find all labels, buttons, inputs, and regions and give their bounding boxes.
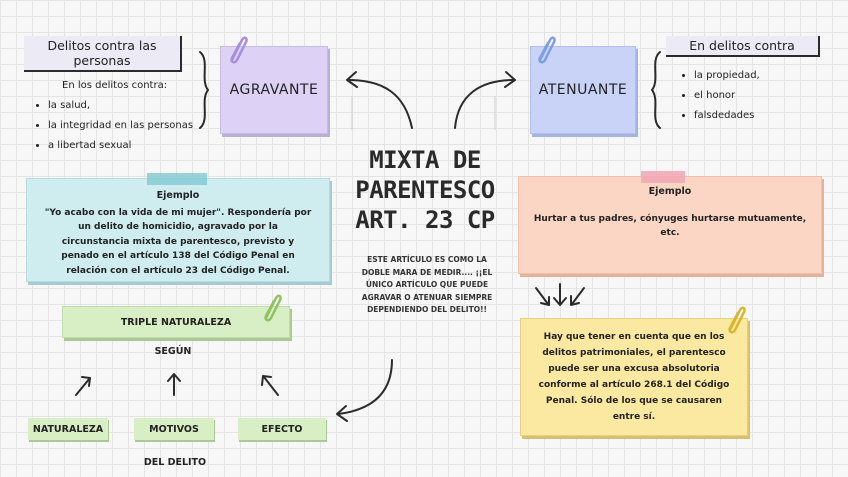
agravante-example-text: "Yo acabo con la vida de mi mujer". Respondería por un delito de homicidio, agravado por la circunstancia mixta de parentesco, previsto y penado en el artículo 138 del Código Penal en relación con el artículo 23 del Código Penal.: [44, 207, 312, 276]
agravante-item: • la integridad en las personas: [48, 116, 204, 136]
agravante-tag-text: Delitos contra las personas: [47, 38, 157, 68]
triple-title: TRIPLE NATURALEZA: [120, 316, 232, 328]
segun-label: SEGÚN: [154, 346, 192, 357]
item-naturaleza: [28, 418, 108, 440]
agravante-label: AGRAVANTE: [229, 82, 319, 98]
agravante-tag: [24, 36, 182, 72]
arrow-down-1: [536, 288, 548, 304]
item-motivos: [134, 418, 214, 440]
atenuante-tag: [666, 36, 820, 57]
central-note: ESTE ARTÍCULO ES COMO LA DOBLE MARA DE MEDIR.... ¡¡EL ÚNICO ARTÍCULO QUE PUEDE AGRAVAR O ATENUAR SIEMPRE DEPENDIENDO DEL DELITO!!: [361, 255, 493, 314]
item-efecto-label: EFECTO: [261, 423, 303, 435]
agravante-item: • la salud,: [48, 96, 204, 116]
atenuante-example-box: [518, 176, 822, 274]
item-naturaleza-label: NATURALEZA: [32, 423, 104, 435]
atenuante-list: [680, 66, 830, 126]
atenuante-item: • falsdedades: [694, 106, 830, 126]
paperclip-icon: [226, 34, 248, 64]
arrow-naturaleza: [76, 378, 90, 395]
atenuante-item: • la propiedad,: [694, 66, 830, 86]
atenuante-note-box: [520, 318, 748, 436]
atenuante-item: • el honor: [694, 86, 830, 106]
paperclip-icon: [724, 304, 746, 334]
triple-naturaleza-box: [62, 306, 290, 338]
atenuante-label: ATENUANTE: [538, 82, 628, 98]
arrow-efecto: [264, 377, 278, 395]
agravante-example-box: [26, 178, 330, 282]
title-line-3: ART. 23 CP: [355, 206, 495, 234]
brace-right: [652, 52, 660, 128]
arrow-down-3: [572, 288, 584, 304]
agravante-intro: En los delitos contra:: [62, 80, 168, 91]
atenuante-example-heading: Ejemplo: [648, 186, 692, 197]
paperclip-icon: [260, 292, 282, 322]
atenuante-example-text: Hurtar a tus padres, cónyuges hurtarse mutuamente, etc.: [533, 213, 807, 238]
del-delito-label: DEL DELITO: [143, 457, 207, 468]
tape-decoration: [147, 173, 207, 185]
agravante-list: [34, 96, 204, 156]
central-title: [350, 145, 500, 235]
title-line-2: PARENTESCO: [355, 176, 495, 204]
agravante-item: • a libertad sexual: [48, 136, 204, 156]
atenuante-tag-text: En delitos contra: [689, 38, 795, 53]
atenuante-note-text: Hay que tener en cuenta que en los delitos patrimoniales, el parentesco puede ser una excusa absolutoria conforme al artículo 268.1 del Código Penal. Sólo de los que se causaren entre sí.: [538, 332, 730, 422]
title-line-1: MIXTA DE: [369, 146, 481, 174]
tape-decoration: [641, 171, 685, 183]
item-motivos-label: MOTIVOS: [149, 423, 199, 435]
agravante-example-heading: Ejemplo: [156, 190, 200, 201]
paperclip-icon: [534, 34, 556, 64]
item-efecto: [238, 418, 326, 440]
